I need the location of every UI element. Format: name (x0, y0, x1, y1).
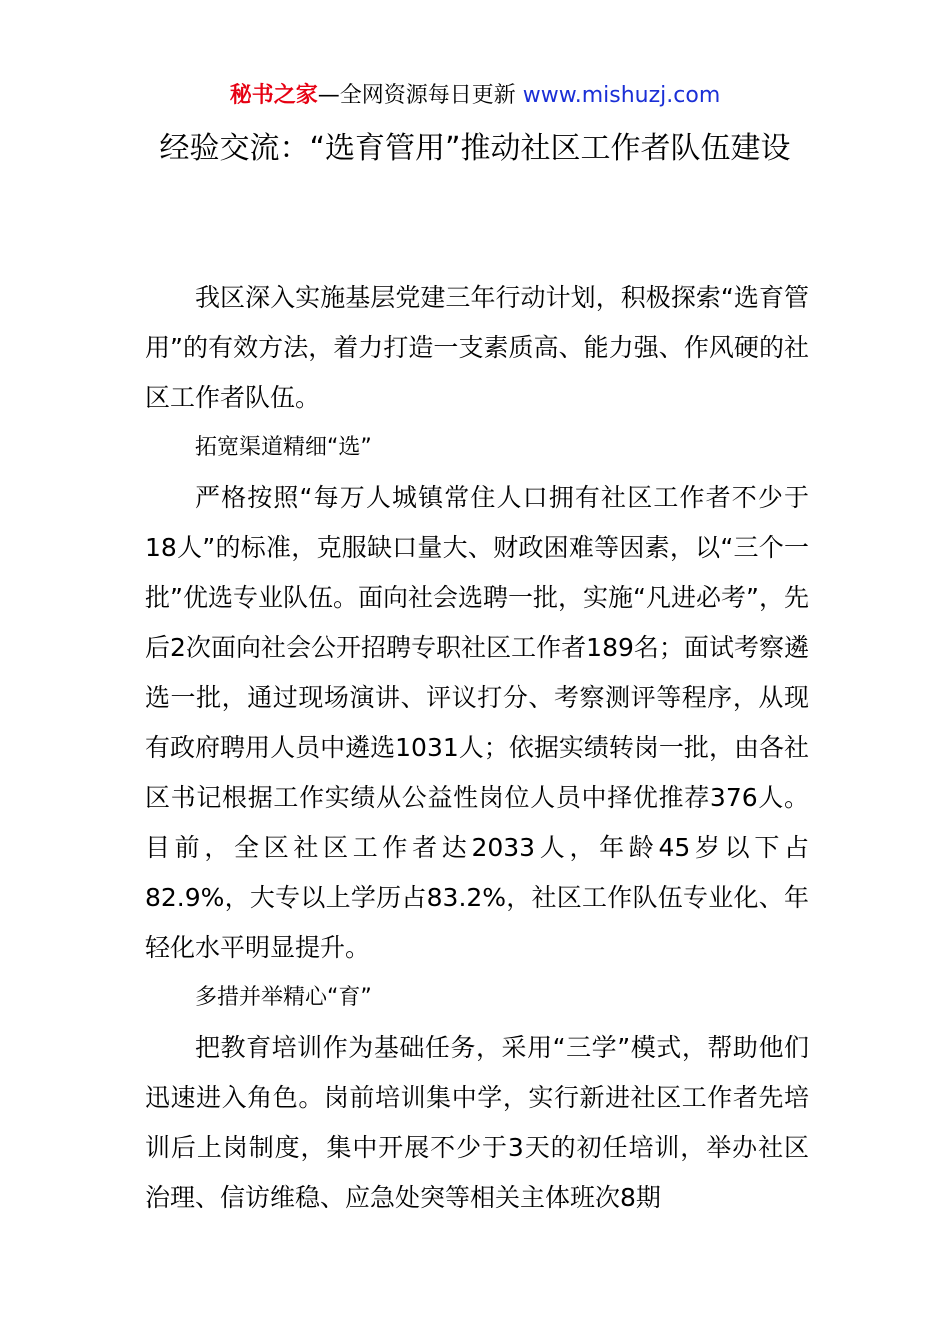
banner-slogan: —全网资源每日更新 (317, 83, 516, 108)
intro-paragraph: 我区深入实施基层党建三年行动计划，积极探索“选育管用”的有效方法，着力打造一支素质高、能力强、作风硬的社区工作者队伍。 (145, 283, 809, 412)
site-url-link[interactable]: www.mishuzj.com (522, 83, 721, 108)
document-body (145, 273, 809, 1223)
section-heading-select: 拓宽渠道精细“选” (195, 435, 372, 460)
select-paragraph: 严格按照“每万人城镇常住人口拥有社区工作者不少于18人”的标准，克服缺口量大、财政困难等因素，以“三个一批”优选专业队伍。面向社会选聘一批，实施“凡进必考”，先后2次面向社会公开招聘专职社区工作者189名；面试考察遴选一批，通过现场演讲、评议打分、考察测评等程序，从现有政府聘用人员中遴选1031人；依据实绩转岗一批，由各社区书记根据工作实绩从公益性岗位人员中择优推荐376人。目前，全区社区工作者达2033人，年龄45岁以下占82.9%，大专以上学历占83.2%，社区工作队伍专业化、年轻化水平明显提升。 (145, 483, 809, 962)
brand-name: 秘书之家 (229, 83, 318, 108)
train-paragraph: 把教育培训作为基础任务，采用“三学”模式，帮助他们迅速进入角色。岗前培训集中学，实行新进社区工作者先培训后上岗制度，集中开展不少于3天的初任培训，举办社区治理、信访维稳、应急处突等相关主体班次8期 (145, 1033, 809, 1212)
site-banner (0, 80, 950, 112)
document-title: 经验交流：“选育管用”推动社区工作者队伍建设 (159, 131, 791, 166)
section-heading-train: 多措并举精心“育” (195, 985, 372, 1010)
